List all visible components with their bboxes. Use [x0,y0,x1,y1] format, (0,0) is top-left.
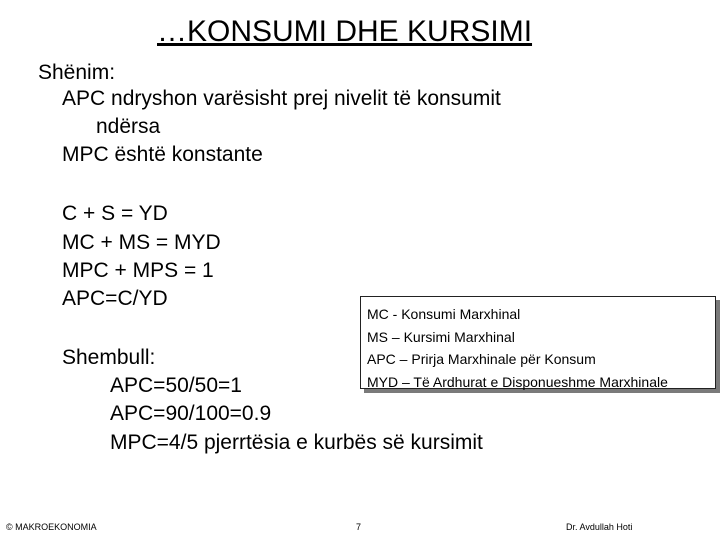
equation-4: APC=C/YD [62,287,168,310]
footer-author: Dr. Avdullah Hoti [566,522,633,532]
example-line-3: MPC=4/5 pjerrtësia e kurbës së kursimit [110,431,483,454]
legend-item-myd: MYD – Të Ardhurat e Disponueshme Marxhinale [367,373,668,390]
example-heading: Shembull: [62,346,156,369]
note-line-1: APC ndryshon varësisht prej nivelit të konsumit [62,87,501,110]
equation-2: MC + MS = MYD [62,231,221,254]
note-line-3: MPC është konstante [62,143,263,166]
legend-box [360,296,716,389]
note-line-2: ndërsa [96,115,161,138]
note-heading: Shënim: [38,61,116,84]
footer-copyright: © MAKROEKONOMIA [6,522,97,532]
legend-item-mc: MC - Konsumi Marxhinal [367,306,521,322]
footer-page-number: 7 [356,522,362,532]
slide-title: …KONSUMI DHE KURSIMI [157,15,533,48]
example-line-1: APC=50/50=1 [110,374,242,397]
legend-item-apc: APC – Prirja Marxhinale për Konsum [367,351,596,367]
example-line-2: APC=90/100=0.9 [110,402,272,425]
equation-3: MPC + MPS = 1 [62,259,214,282]
legend-item-ms: MS – Kursimi Marxhinal [367,328,515,345]
equation-1: C + S = YD [62,202,168,225]
